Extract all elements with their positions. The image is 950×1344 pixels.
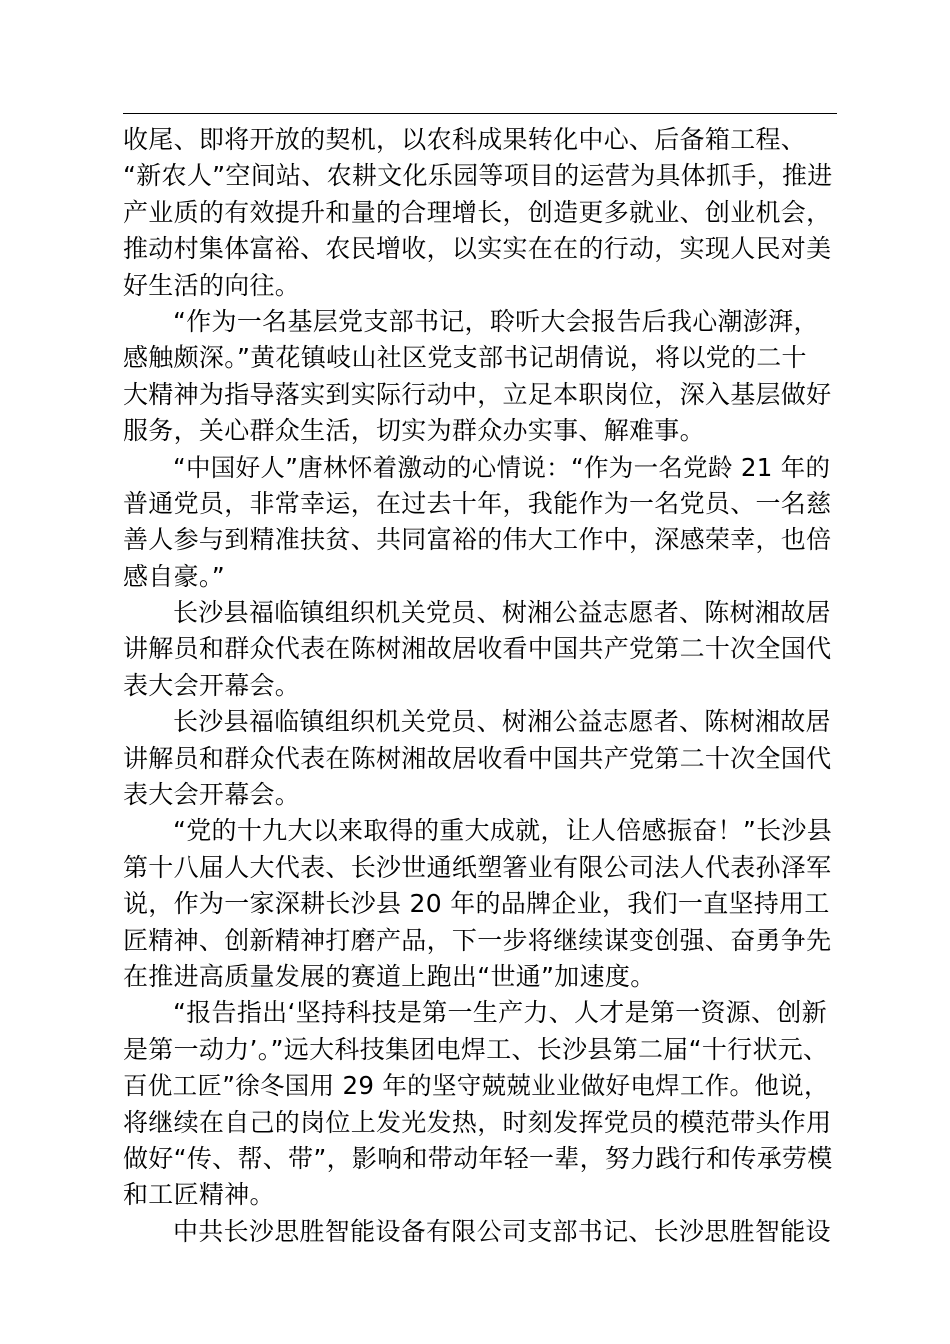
- text-line: 产业质的有效提升和量的合理增长，创造更多就业、创业机会，: [123, 197, 832, 227]
- text-line: 推动村集体富裕、农民增收，以实实在在的行动，实现人民对美: [123, 234, 832, 264]
- text-line: “作为一名基层党支部书记，聆听大会报告后我心潮澎湃，: [173, 306, 819, 336]
- text-line: 服务，关心群众生活，切实为群众办实事、解难事。: [123, 416, 705, 446]
- text-line: 感自豪。”: [123, 561, 225, 591]
- text-line: 表大会开幕会。: [123, 670, 301, 700]
- text-line: 匠精神、创新精神打磨产品，下一步将继续谋变创强、奋勇争先: [123, 925, 832, 955]
- text-line: 和工匠精神。: [123, 1180, 275, 1210]
- text-line: 将继续在自己的岗位上发光发热，时刻发挥党员的模范带头作用: [123, 1107, 832, 1137]
- text-line: 长沙县福临镇组织机关党员、树湘公益志愿者、陈树湘故居: [173, 598, 831, 628]
- document-body: [123, 122, 837, 1250]
- text-line: 普通党员，非常幸运，在过去十年，我能作为一名党员、一名慈: [123, 488, 832, 518]
- text-line: 在推进高质量发展的赛道上跑出“世通”加速度。: [123, 961, 656, 991]
- text-line: 收尾、即将开放的契机，以农科成果转化中心、后备箱工程、: [123, 125, 807, 154]
- text-line: 讲解员和群众代表在陈树湘故居收看中国共产党第二十次全国代: [123, 743, 832, 773]
- text-line: 善人参与到精准扶贫、共同富裕的伟大工作中，深感荣幸，也倍: [123, 525, 832, 555]
- text-line: 表大会开幕会。: [123, 780, 301, 810]
- text-line: 讲解员和群众代表在陈树湘故居收看中国共产党第二十次全国代: [123, 634, 832, 664]
- text-line: “新农人”空间站、农耕文化乐园等项目的运营为具体抓手，推进: [123, 161, 833, 191]
- text-line: “党的十九大以来取得的重大成就，让人倍感振奋！”长沙县: [173, 816, 833, 846]
- text-line: 第十八届人大代表、长沙世通纸塑箸业有限公司法人代表孙泽军: [123, 852, 832, 882]
- text-line: 中共长沙思胜智能设备有限公司支部书记、长沙思胜智能设: [173, 1216, 831, 1246]
- header-rule: [123, 113, 837, 114]
- text-line: “报告指出‘坚持科技是第一生产力、人才是第一资源、创新: [173, 998, 828, 1028]
- text-line: 百优工匠”徐冬国用 29 年的坚守兢兢业业做好电焊工作。他说，: [123, 1071, 829, 1101]
- text-line: 感触颇深。”黄花镇岐山社区党支部书记胡倩说，将以党的二十: [123, 343, 807, 373]
- text-line: 好生活的向往。: [123, 270, 301, 300]
- text-line: “中国好人”唐林怀着激动的心情说：“作为一名党龄 21 年的: [173, 452, 831, 482]
- text-line: 说，作为一家深耕长沙县 20 年的品牌企业，我们一直坚持用工: [123, 889, 830, 919]
- text-line: 长沙县福临镇组织机关党员、树湘公益志愿者、陈树湘故居: [173, 707, 831, 737]
- text-line: 大精神为指导落实到实际行动中，立足本职岗位，深入基层做好: [123, 379, 832, 409]
- text-line: 做好“传、帮、带”，影响和带动年轻一辈，努力践行和传承劳模: [123, 1143, 833, 1173]
- text-line: 是第一动力’。”远大科技集团电焊工、长沙县第二届“十行状元、: [123, 1034, 829, 1064]
